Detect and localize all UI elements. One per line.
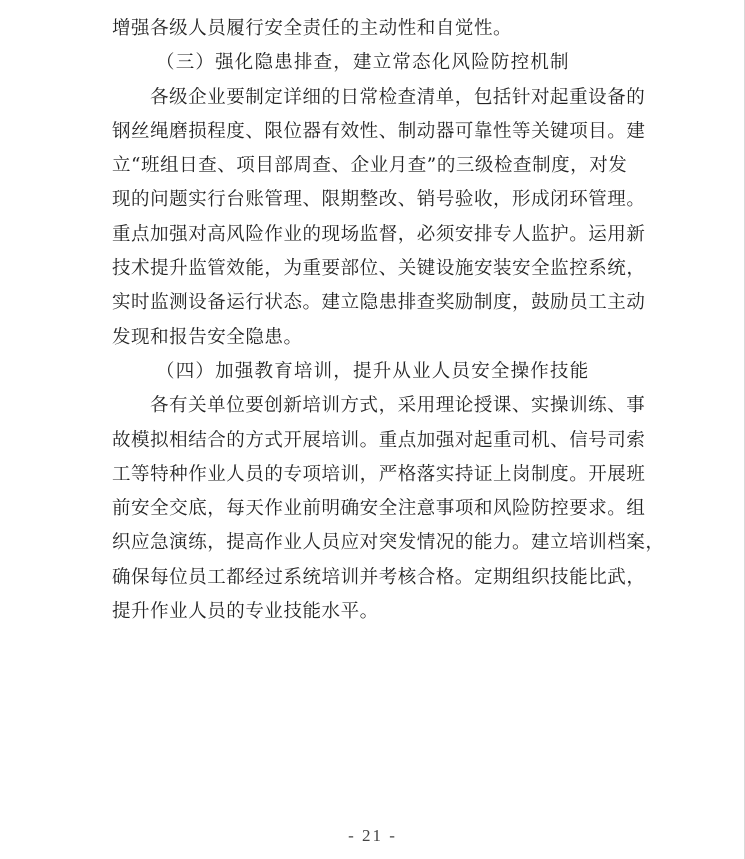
paragraph-line: 立“班组日查、项目部周查、企业月查”的三级检查制度，对发 — [112, 155, 628, 177]
paragraph-line: 钢丝绳磨损程度、限位器有效性、制动器可靠性等关键项目。建 — [112, 120, 646, 142]
paragraph-line: 提升作业人员的专业技能水平。 — [112, 601, 379, 623]
paragraph-line: 各有关单位要创新培训方式，采用理论授课、实操训练、事 — [150, 395, 646, 417]
paragraph-line: 故模拟相结合的方式开展培训。重点加强对起重司机、信号司索 — [112, 429, 646, 451]
paragraph-line: 发现和报告安全隐患。 — [112, 326, 303, 348]
paragraph-line: 确保每位员工都经过系统培训并考核合格。定期组织技能比武， — [112, 566, 646, 588]
paragraph-line: 织应急演练，提高作业人员应对突发情况的能力。建立培训档案， — [112, 532, 665, 554]
paragraph-line: 技术提升监管效能，为重要部位、关键设施安装安全监控系统， — [112, 258, 646, 280]
page-number: - 21 - — [348, 826, 397, 845]
paragraph-line: 工等特种作业人员的专项培训，严格落实持证上岗制度。开展班 — [112, 463, 646, 485]
section-heading-four: （四）加强教育培训，提升从业人员安全操作技能 — [156, 360, 590, 382]
paragraph-line: 现的问题实行台账管理、限期整改、销号验收，形成闭环管理。 — [112, 189, 646, 211]
section-heading-three: （三）强化隐患排查，建立常态化风险防控机制 — [156, 52, 570, 74]
document-body — [112, 12, 665, 629]
paragraph-line: 前安全交底，每天作业前明确安全注意事项和风险防控要求。组 — [112, 498, 646, 520]
paragraph-line: 增强各级人员履行安全责任的主动性和自觉性。 — [112, 18, 513, 39]
paragraph-line: 重点加强对高风险作业的现场监督，必须安排专人监护。运用新 — [112, 223, 646, 245]
paragraph-line: 实时监测设备运行状态。建立隐患排查奖励制度，鼓励员工主动 — [112, 292, 646, 314]
paragraph-line: 各级企业要制定详细的日常检查清单，包括针对起重设备的 — [150, 86, 646, 108]
